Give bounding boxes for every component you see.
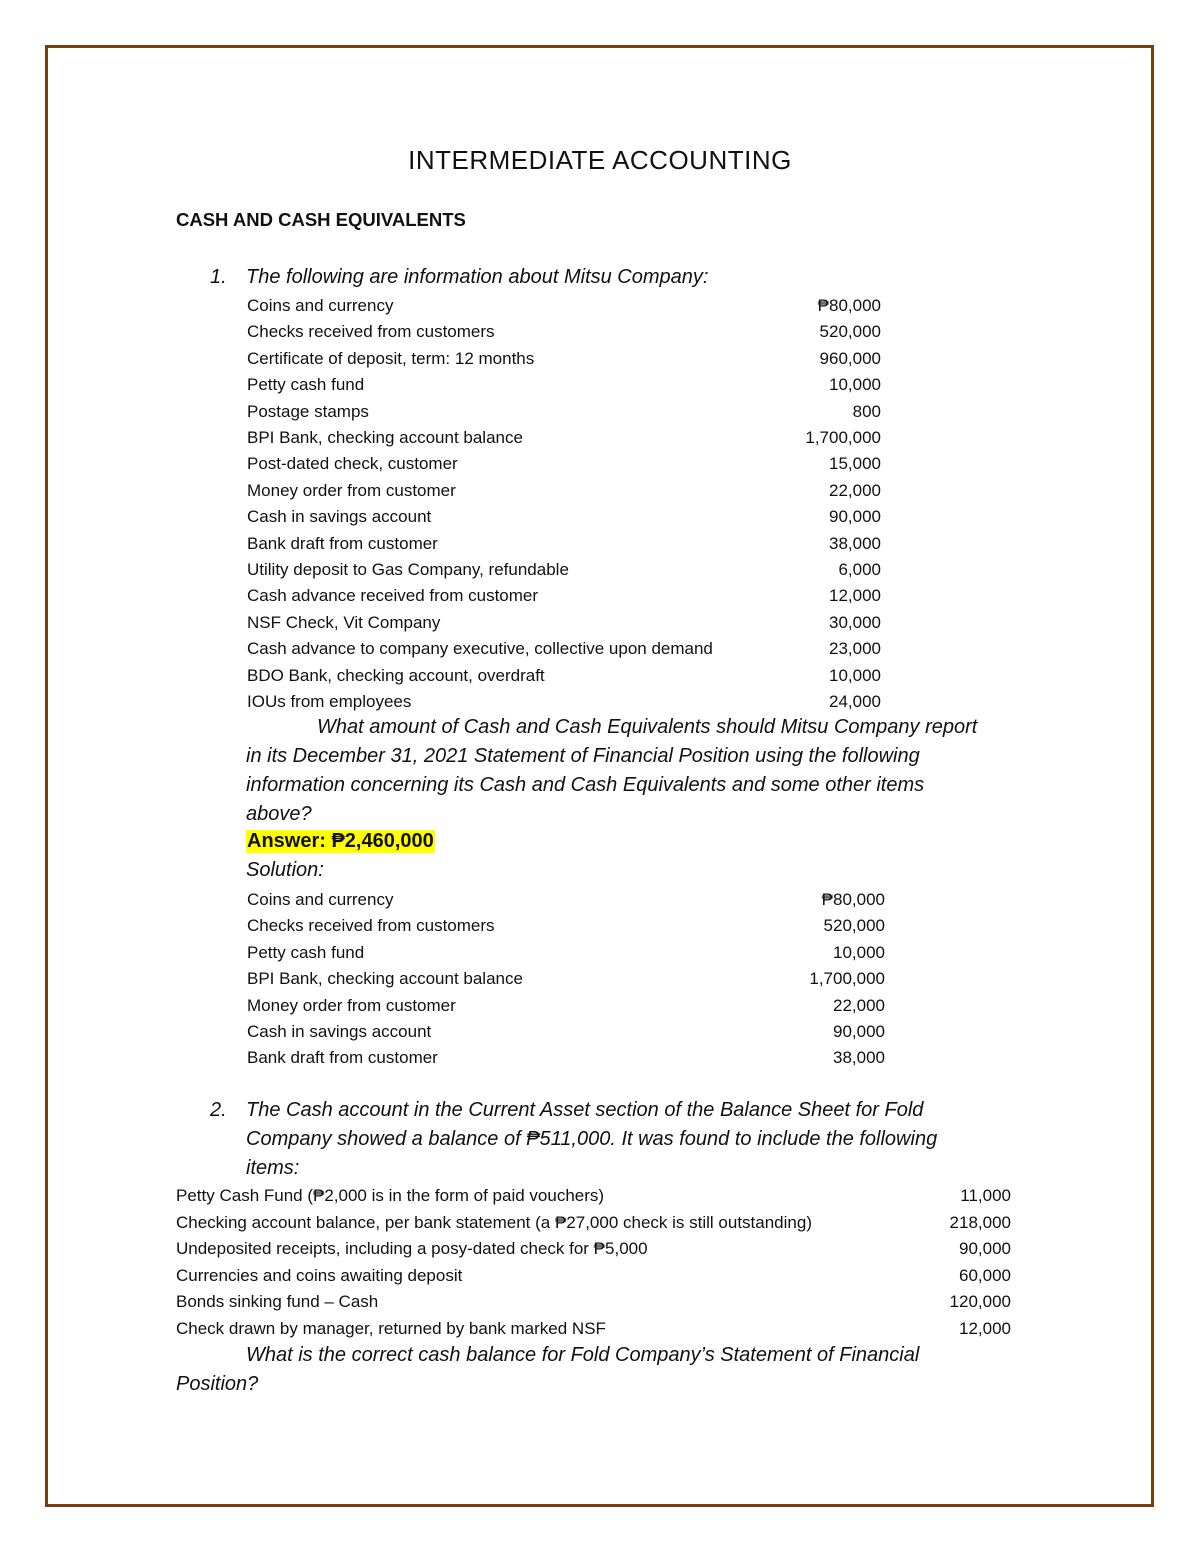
item-amount: 12,000 bbox=[829, 586, 881, 606]
solution-item-row bbox=[0, 969, 1200, 995]
item-amount: 800 bbox=[852, 401, 881, 421]
solution-item-row bbox=[0, 1048, 1200, 1074]
question-2-intro-line-3: items: bbox=[246, 1157, 300, 1179]
question-2-item-row bbox=[0, 1319, 1200, 1345]
question-1-item-row bbox=[0, 507, 1200, 533]
item-amount: 24,000 bbox=[829, 692, 881, 711]
item-amount: 1,700,000 bbox=[809, 969, 885, 989]
question-1-line-2: in its December 31, 2021 Statement of Financial Position using the following bbox=[246, 745, 920, 767]
question-1-intro: The following are information about Mitsu Company: bbox=[246, 266, 709, 288]
item-amount: 22,000 bbox=[829, 480, 881, 500]
item-label: Checks received from customers bbox=[247, 916, 495, 936]
question-1-item-row bbox=[0, 349, 1200, 375]
question-2-item-row bbox=[0, 1186, 1200, 1212]
item-amount: 60,000 bbox=[959, 1265, 1011, 1285]
item-label: Undeposited receipts, including a posy-dated check for ₱5,000 bbox=[176, 1239, 648, 1259]
question-2-number: 2. bbox=[210, 1099, 227, 1121]
item-label: Post-dated check, customer bbox=[247, 454, 458, 474]
item-amount: 960,000 bbox=[819, 348, 881, 368]
question-1-answer: Answer: ₱2,460,000 bbox=[247, 830, 434, 852]
item-label: BPI Bank, checking account balance bbox=[247, 969, 523, 989]
item-amount: 90,000 bbox=[959, 1239, 1011, 1259]
solution-item-row bbox=[0, 916, 1200, 942]
solution-item-row bbox=[0, 996, 1200, 1022]
item-amount: 38,000 bbox=[833, 1048, 885, 1068]
document-title: INTERMEDIATE ACCOUNTING bbox=[408, 145, 792, 175]
item-label: Coins and currency bbox=[247, 296, 394, 315]
question-2-item-row bbox=[0, 1266, 1200, 1292]
item-label: Cash advance to company executive, collective upon demand bbox=[247, 639, 713, 659]
question-2-item-row bbox=[0, 1239, 1200, 1265]
item-amount: 90,000 bbox=[833, 1022, 885, 1041]
solution-item-row bbox=[0, 943, 1200, 969]
item-label: Money order from customer bbox=[247, 995, 456, 1015]
question-1-item-row bbox=[0, 375, 1200, 401]
item-label: IOUs from employees bbox=[247, 692, 412, 711]
item-label: Checks received from customers bbox=[247, 322, 495, 342]
item-label: Petty Cash Fund (₱2,000 is in the form of paid vouchers) bbox=[176, 1186, 605, 1205]
item-label: Check drawn by manager, returned by bank marked NSF bbox=[176, 1319, 606, 1338]
item-amount: 6,000 bbox=[838, 560, 881, 579]
question-1-number: 1. bbox=[210, 266, 227, 288]
question-1-line-4: above? bbox=[246, 803, 312, 825]
item-label: BPI Bank, checking account balance bbox=[247, 428, 523, 447]
item-label: Cash in savings account bbox=[247, 507, 432, 527]
item-amount: 10,000 bbox=[829, 375, 881, 395]
item-amount: 90,000 bbox=[829, 507, 881, 527]
question-1-item-row bbox=[0, 296, 1200, 322]
item-amount: 22,000 bbox=[833, 995, 885, 1015]
item-label: Bank draft from customer bbox=[247, 533, 438, 553]
item-label: Utility deposit to Gas Company, refundable bbox=[247, 560, 569, 579]
question-1-item-row bbox=[0, 692, 1200, 718]
question-1-item-row bbox=[0, 639, 1200, 665]
item-label: BDO Bank, checking account, overdraft bbox=[247, 665, 545, 685]
item-label: Coins and currency bbox=[247, 890, 394, 909]
question-2-item-row bbox=[0, 1213, 1200, 1239]
item-amount: 520,000 bbox=[819, 322, 881, 342]
item-label: Checking account balance, per bank statement (a ₱27,000 check is still outstanding) bbox=[176, 1212, 812, 1232]
solution-label: Solution: bbox=[246, 859, 324, 881]
item-amount: 1,700,000 bbox=[805, 428, 881, 447]
item-label: Currencies and coins awaiting deposit bbox=[176, 1265, 463, 1285]
question-1-item-row bbox=[0, 322, 1200, 348]
question-2-line-2: Position? bbox=[176, 1373, 259, 1395]
question-1-item-row bbox=[0, 534, 1200, 560]
question-1-item-row bbox=[0, 560, 1200, 586]
solution-item-row bbox=[0, 890, 1200, 916]
item-amount: 120,000 bbox=[949, 1292, 1011, 1312]
item-label: Petty cash fund bbox=[247, 375, 365, 395]
item-label: Bank draft from customer bbox=[247, 1048, 438, 1068]
question-1-item-row bbox=[0, 402, 1200, 428]
item-amount: 30,000 bbox=[829, 612, 881, 632]
question-1-item-row bbox=[0, 481, 1200, 507]
question-1-item-row bbox=[0, 428, 1200, 454]
question-1-line-3: information concerning its Cash and Cash Equivalents and some other items bbox=[246, 774, 925, 796]
solution-item-row bbox=[0, 1022, 1200, 1048]
item-amount: 12,000 bbox=[959, 1319, 1011, 1338]
item-label: Petty cash fund bbox=[247, 942, 365, 962]
question-1-item-row bbox=[0, 666, 1200, 692]
item-label: NSF Check, Vit Company bbox=[247, 612, 441, 632]
item-amount: 218,000 bbox=[949, 1212, 1011, 1232]
item-amount: 10,000 bbox=[829, 665, 881, 685]
item-amount: 15,000 bbox=[829, 454, 881, 474]
item-amount: 10,000 bbox=[833, 942, 885, 962]
item-amount: ₱80,000 bbox=[817, 296, 881, 315]
item-label: Cash in savings account bbox=[247, 1022, 432, 1041]
item-label: Cash advance received from customer bbox=[247, 586, 539, 606]
item-label: Money order from customer bbox=[247, 480, 456, 500]
item-label: Postage stamps bbox=[247, 401, 369, 421]
question-2-intro-line-2: Company showed a balance of ₱511,000. It was found to include the following bbox=[246, 1128, 938, 1150]
question-1-item-row bbox=[0, 586, 1200, 612]
question-2-intro-line-1: The Cash account in the Current Asset section of the Balance Sheet for Fold bbox=[246, 1099, 924, 1121]
item-label: Certificate of deposit, term: 12 months bbox=[247, 348, 535, 368]
item-label: Bonds sinking fund – Cash bbox=[176, 1292, 379, 1312]
question-2-item-row bbox=[0, 1292, 1200, 1318]
question-1-line-1: What amount of Cash and Cash Equivalents should Mitsu Company report bbox=[317, 716, 978, 738]
item-amount: 23,000 bbox=[829, 639, 881, 659]
question-1-item-row bbox=[0, 613, 1200, 639]
question-2-line-1: What is the correct cash balance for Fold Company’s Statement of Financial bbox=[246, 1344, 920, 1366]
item-amount: 520,000 bbox=[823, 916, 885, 936]
item-amount: ₱80,000 bbox=[821, 890, 885, 909]
question-1-item-row bbox=[0, 454, 1200, 480]
section-heading: CASH AND CASH EQUIVALENTS bbox=[176, 209, 466, 230]
item-amount: 11,000 bbox=[960, 1186, 1011, 1205]
item-amount: 38,000 bbox=[829, 533, 881, 553]
